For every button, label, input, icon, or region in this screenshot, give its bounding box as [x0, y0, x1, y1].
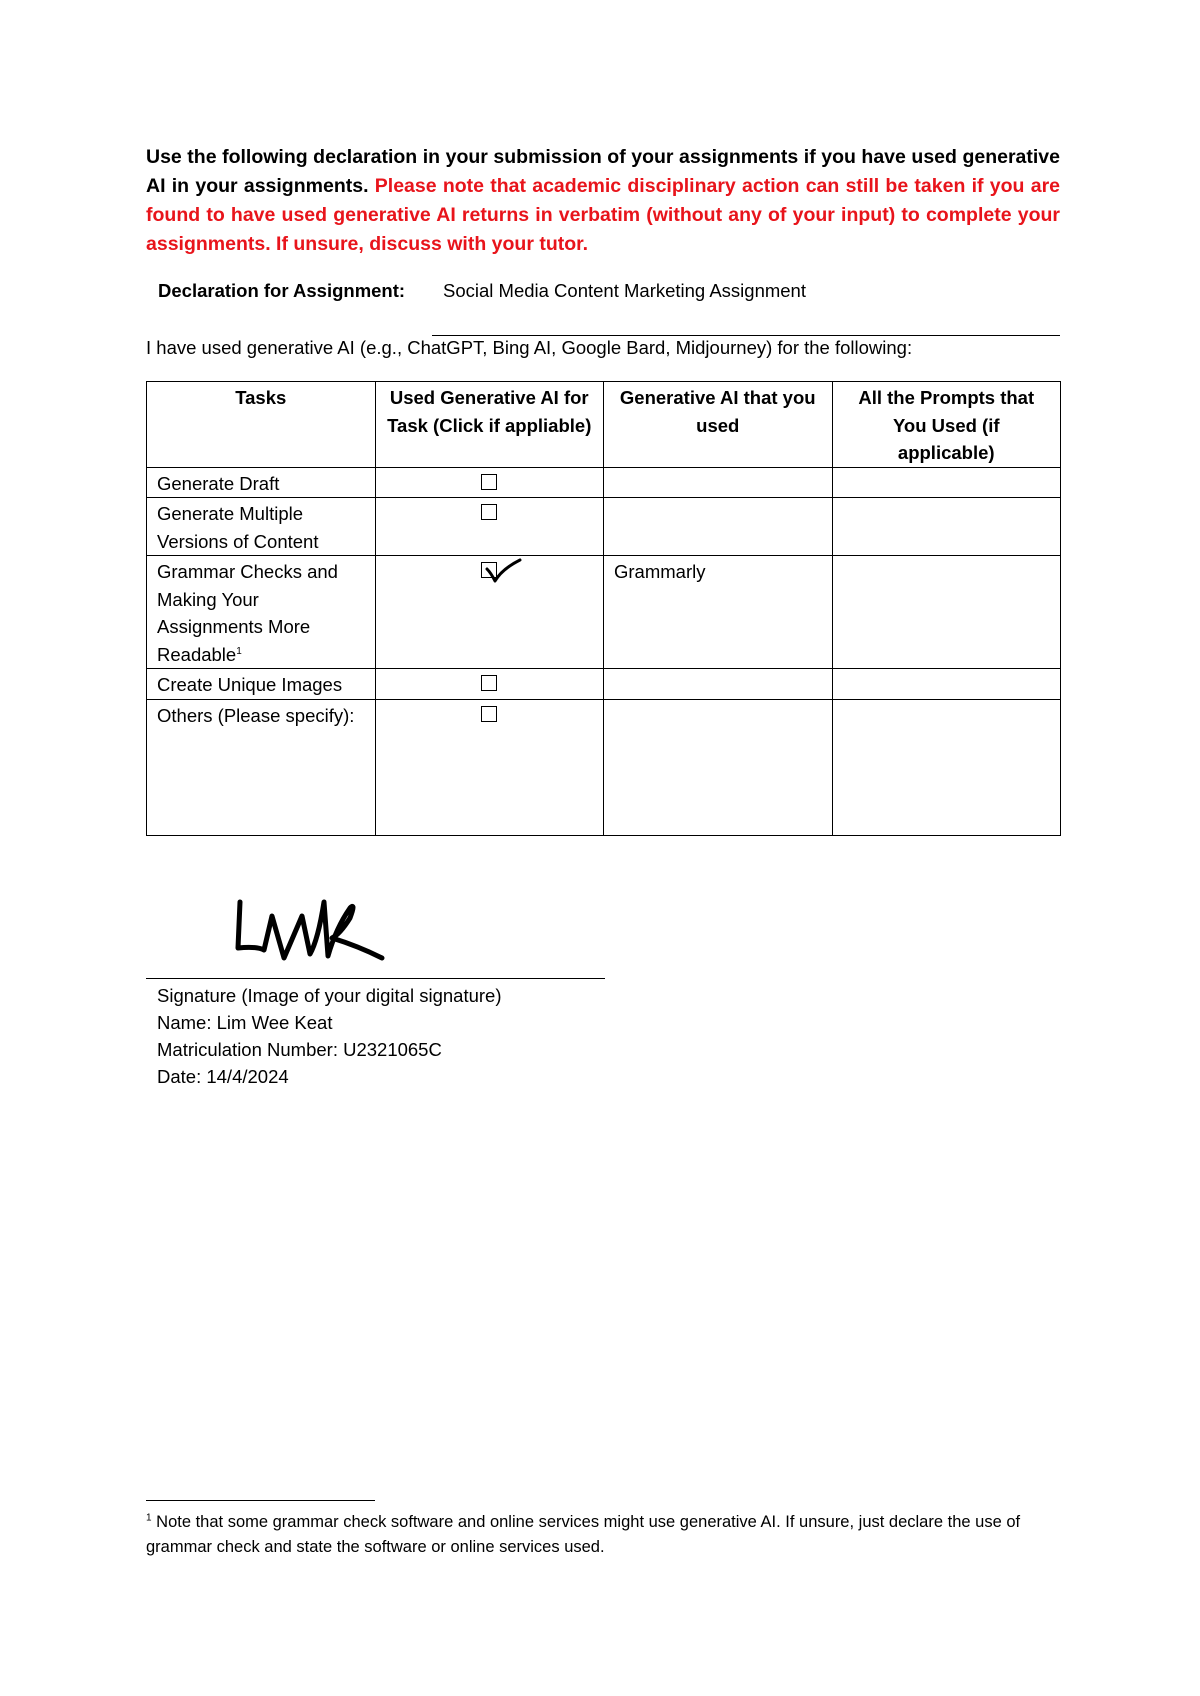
declaration-underline — [432, 335, 1060, 336]
table-row — [147, 498, 1061, 556]
prompts-cell[interactable] — [832, 669, 1061, 700]
footnote-separator — [146, 1500, 375, 1501]
task-cell: Generate Multiple Versions of Content — [147, 498, 376, 556]
checkbox-cell — [375, 498, 604, 556]
checkbox-cell — [375, 699, 604, 835]
task-label: Grammar Checks and Making Your Assignments More Readable — [157, 561, 338, 665]
checkbox-others[interactable] — [481, 706, 497, 722]
declaration-label: Declaration for Assignment: — [158, 280, 406, 301]
footnote — [146, 1510, 1066, 1560]
ai-used-cell[interactable]: Grammarly — [604, 556, 833, 669]
checkbox-generate-draft[interactable] — [481, 474, 497, 490]
header-used-ai: Used Generative AI for Task (Click if appliable) — [375, 382, 604, 468]
table-row — [147, 699, 1061, 835]
prompts-cell[interactable] — [832, 699, 1061, 835]
signature-date: Date: 14/4/2024 — [157, 1066, 289, 1087]
table-row — [147, 556, 1061, 669]
matriculation-number: Matriculation Number: U2321065C — [157, 1039, 442, 1060]
footnote-marker: 1 — [146, 1512, 152, 1524]
task-cell: Generate Draft — [147, 467, 376, 498]
signature-block — [157, 982, 502, 1090]
checkbox-cell — [375, 556, 604, 669]
checkbox-multiple-versions[interactable] — [481, 504, 497, 520]
task-cell: Create Unique Images — [147, 669, 376, 700]
ai-used-cell[interactable] — [604, 669, 833, 700]
task-cell — [147, 556, 376, 669]
ai-usage-table — [146, 381, 1061, 836]
student-name: Name: Lim Wee Keat — [157, 1012, 333, 1033]
declaration-row — [158, 280, 806, 302]
task-cell: Others (Please specify): — [147, 699, 376, 835]
header-ai-tool: Generative AI that you used — [604, 382, 833, 468]
checkbox-cell — [375, 669, 604, 700]
signature-caption: Signature (Image of your digital signature) — [157, 985, 502, 1006]
footnote-ref: 1 — [236, 645, 242, 657]
prompts-cell[interactable] — [832, 467, 1061, 498]
intro-paragraph — [146, 143, 1060, 259]
ai-used-cell[interactable] — [604, 498, 833, 556]
signature-line — [146, 978, 605, 979]
header-prompts: All the Prompts that You Used (if applicable) — [832, 382, 1061, 468]
prompts-cell[interactable] — [832, 498, 1061, 556]
signature-image — [232, 888, 412, 970]
handwritten-check-icon — [484, 557, 522, 587]
prompts-cell[interactable] — [832, 556, 1061, 669]
table-row — [147, 467, 1061, 498]
intro-instruction: Use the following declaration in your submission of your assignments if you have used generative AI in your assignments. — [146, 146, 1060, 197]
table-header-row — [147, 382, 1061, 468]
table-row — [147, 669, 1061, 700]
header-tasks: Tasks — [147, 382, 376, 468]
checkbox-grammar-checks[interactable] — [481, 562, 497, 578]
ai-used-cell[interactable] — [604, 467, 833, 498]
intro-warning: Please note that academic disciplinary action can still be taken if you are found to have used generative AI returns in verbatim (without any of your input) to complete your assignments. If unsure, discuss with your tutor. — [146, 175, 1061, 255]
declaration-value[interactable]: Social Media Content Marketing Assignment — [443, 280, 806, 301]
checkbox-cell — [375, 467, 604, 498]
checkbox-unique-images[interactable] — [481, 675, 497, 691]
usage-statement: I have used generative AI (e.g., ChatGPT, Bing AI, Google Bard, Midjourney) for the following: — [146, 337, 913, 358]
footnote-text: Note that some grammar check software and online services might use generative AI. If unsure, just declare the use of grammar check and state the software or online services used. — [146, 1513, 1021, 1556]
ai-used-cell[interactable] — [604, 699, 833, 835]
